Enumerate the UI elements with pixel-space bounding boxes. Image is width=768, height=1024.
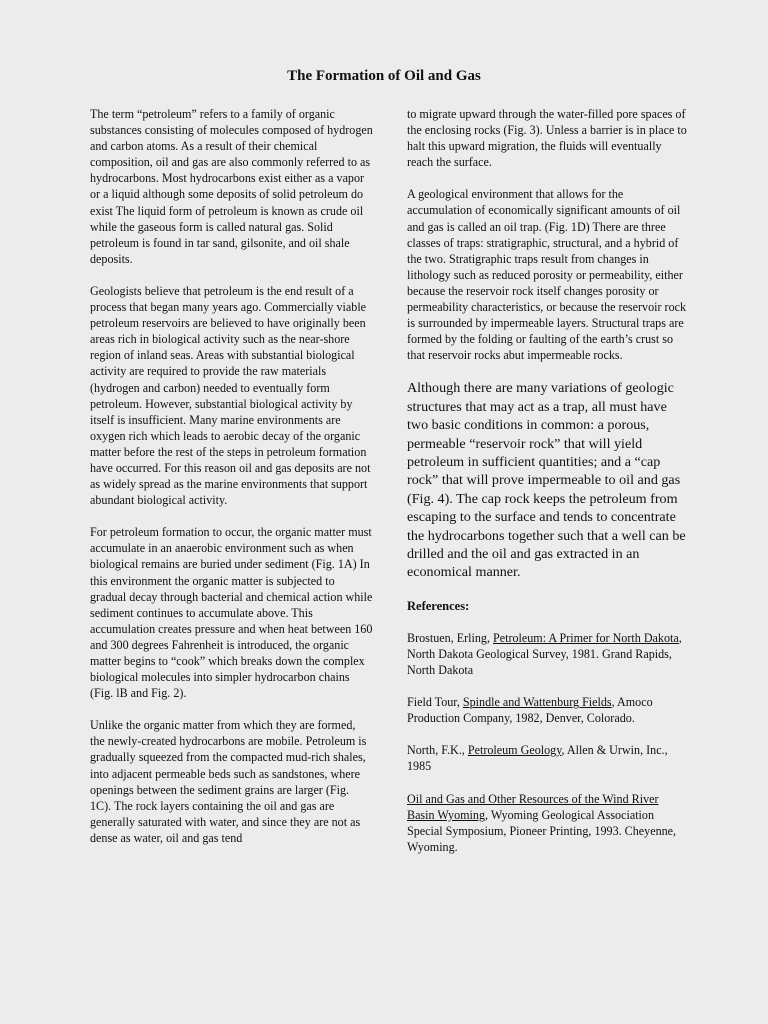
left-column bbox=[90, 106, 373, 846]
reference-title: Petroleum Geology bbox=[467, 743, 562, 758]
reference-item: Oil and Gas and Other Resources of the Wind River Basin Wyoming, Wyoming Geological Association Special Symposium, Pioneer Printing, 1993. Cheyenne, Wyoming. bbox=[407, 791, 677, 854]
paragraph-anaerobic-formation: For petroleum formation to occur, the organic matter must accumulate in an anaerobic environment such as when biological remains are buried under sediment (Fig. 1A) In this environment the organic matter is subjected to gradual decay through bacterial and chemical action while sediment continues to accumulate above. This accumulation creates pressure and when heat between 160 and 300 degrees Fahrenheit is introduced, the organic matter begins to “cook” which breaks down the complex biological molecules into simpler hydrocarbon chains (Fig. lB and Fig. 2). bbox=[90, 525, 373, 701]
reference-item: Field Tour, Spindle and Wattenburg Fields, Amoco Production Company, 1982, Denver, Colorado. bbox=[407, 695, 653, 726]
reference-title: Spindle and Wattenburg Fields bbox=[462, 695, 612, 710]
right-column bbox=[407, 106, 687, 855]
paragraph-migration-continued: to migrate upward through the water-filled pore spaces of the enclosing rocks (Fig. 3). Unless a barrier is in place to halt this upward migration, the fluids will eventually reach the surface. bbox=[407, 107, 687, 170]
paragraph-biological-origin: Geologists believe that petroleum is the end result of a process that began many years ago. Commercially viable petroleum reservoirs are believed to have originally been areas rich in biological activity such as the near-shore region of inland seas. Areas with substantial biological activity are required to provide the raw materials (hydrogen and carbon) needed to eventually form petroleum. However, substantial biological activity by itself is insufficient. Many marine environments are oxygen rich which leads to aerobic decay of the organic matter before the rest of the steps in petroleum formation have occurred. For this reason oil and gas deposits are not as widely spread as the marine environments that support abundant biological activity. bbox=[90, 283, 371, 508]
paragraph-trap-conditions: Although there are many variations of geologic structures that may act as a trap, all must have two basic conditions in common: a porous, permeable “reservoir rock” that will yield petroleum in sufficient quantities; and a “cap rock” that will prove impermeable to oil and gas (Fig. 4). The cap rock keeps the petroleum from escaping to the surface and tends to concentrate the hydrocarbons together such that a well can be drilled and the oil and gas extracted in an economical manner. bbox=[407, 380, 686, 581]
references-heading: References: bbox=[407, 598, 470, 613]
reference-item: Brostuen, Erling, Petroleum: A Primer for North Dakota, North Dakota Geological Survey, 1981. Grand Rapids, North Dakota bbox=[407, 630, 682, 678]
paragraph-petroleum-definition: The term “petroleum” refers to a family of organic substances consisting of molecules composed of hydrogen and carbon atoms. As a result of their chemical composition, oil and gas are also commonly referred to as hydrocarbons. Most hydrocarbons exist either as a vapor or a liquid although some deposits of solid petroleum do exist The liquid form of petroleum is known as crude oil while the gaseous form is called natural gas. Solid petroleum is found in tar sand, gilsonite, and oil shale deposits. bbox=[90, 107, 373, 266]
reference-title: Petroleum: A Primer for North Dakota bbox=[493, 630, 679, 645]
paragraph-migration: Unlike the organic matter from which they are formed, the newly-created hydrocarbons are mobile. Petroleum is gradually squeezed from the compacted mud-rich shales, into adjacent permeable beds such as sandstones, where openings between the sediment grains are larger (Fig. 1C). The rock layers containing the oil and gas are generally saturated with water, and since they are not as dense as water, oil and gas tend bbox=[90, 718, 367, 845]
document-title: The Formation of Oil and Gas bbox=[287, 68, 481, 84]
reference-title: Oil and Gas and Other Resources of the Wind River Basin Wyoming bbox=[407, 791, 659, 822]
paragraph-oil-traps: A geological environment that allows for the accumulation of economically significant amounts of oil and gas is called an oil trap. (Fig. 1D) There are three classes of traps: stratigraphic, structural, and a hybrid of the two. Stratigraphic traps result from changes in lithology such as reduced porosity or permeability, either because the reservoir rock itself changes porosity or permeability characteristics, or because the reservoir rock is surrounded by impermeable layers. Structural traps are formed by the folding or faulting of the earth’s crust so that reservoir rocks abut impermeable rocks. bbox=[407, 187, 687, 363]
reference-item: North, F.K., Petroleum Geology, Allen & Urwin, Inc., 1985 bbox=[407, 743, 668, 774]
